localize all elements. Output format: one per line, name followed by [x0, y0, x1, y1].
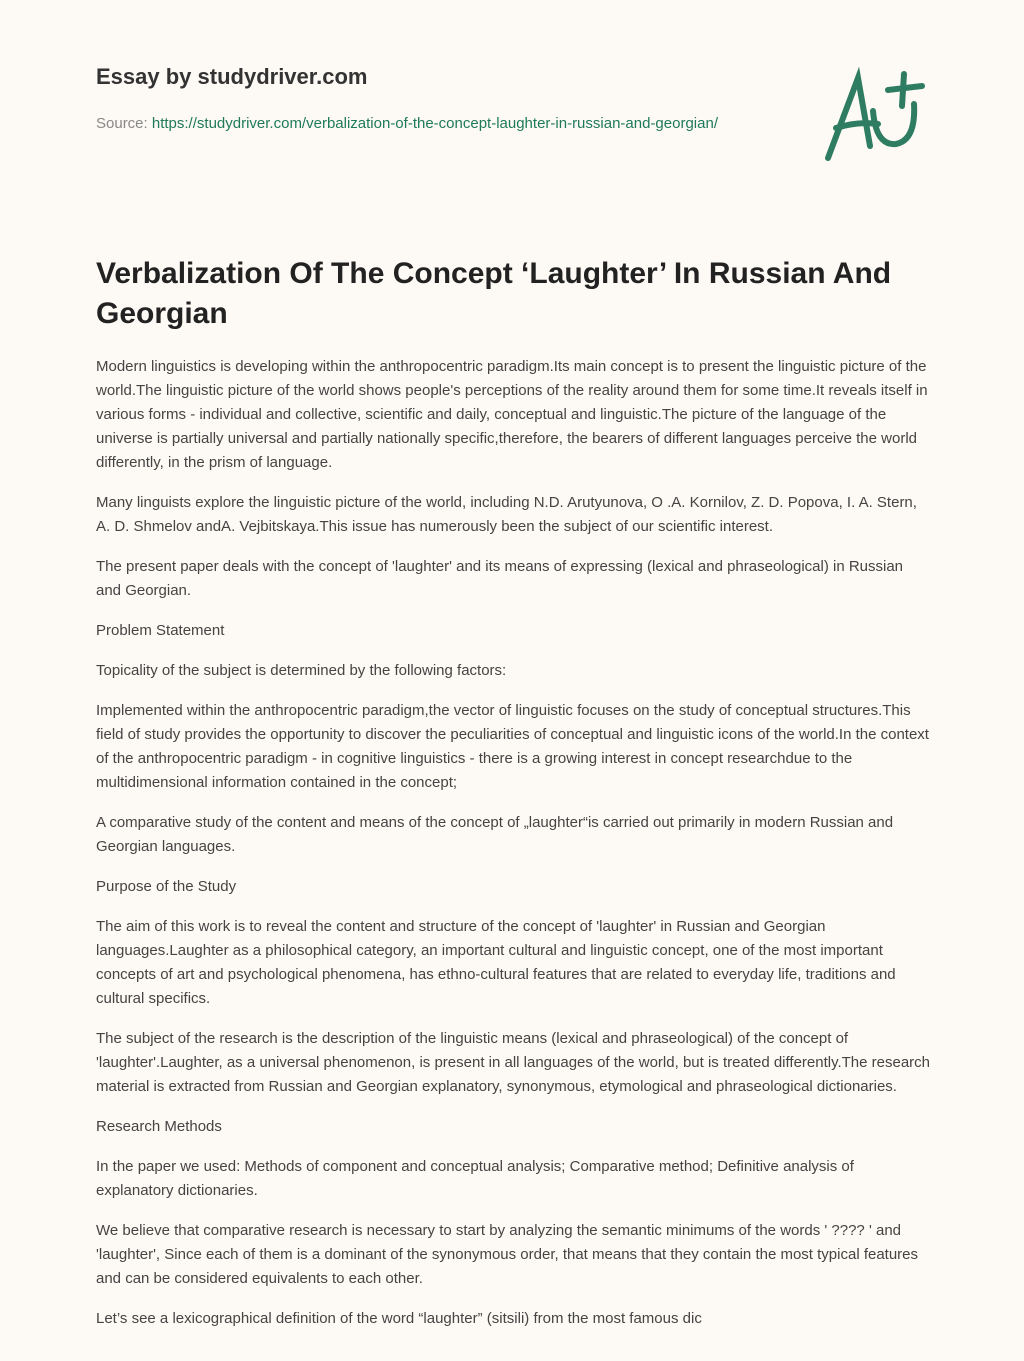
paragraph: Many linguists explore the linguistic picture of the world, including N.D. Arutyunova, O .A. Kornilov, Z. D. Popova, I. A. Stern, A. D. Shmelov andA. Vejbitskaya.This issue has numerously been the subject of our scientific interest. [96, 494, 917, 535]
paragraph: Let’s see a lexicographical definition of the word “laughter” (sitsili) from the most famous dic [96, 1310, 702, 1327]
page-title: Verbalization Of The Concept ‘Laughter’ In Russian And Georgian [96, 257, 892, 330]
source-label: Source: [96, 115, 148, 132]
section-heading: Problem Statement [96, 622, 225, 639]
section-heading: Purpose of the Study [96, 878, 237, 895]
paragraph: The present paper deals with the concept of 'laughter' and its means of expressing (lexical and phraseological) in Russian and Georgian. [96, 558, 904, 599]
paragraph: We believe that comparative research is necessary to start by analyzing the semantic minimums of the words ' ???? ' and 'laughter', Since each of them is a dominant of the synonymous order, that means that they contain the most typical features and can be considered equivalents to each other. [96, 1222, 919, 1287]
paragraph: The subject of the research is the description of the linguistic means (lexical and phraseological) of the concept of 'laughter'.Laughter, as a universal phenomenon, is present in all languages of the world, but is treated differently.The research material is extracted from Russian and Georgian explanatory, synonymous, etymological and phraseological dictionaries. [96, 1030, 931, 1095]
paragraph: A comparative study of the content and means of the concept of „laughter“is carried out primarily in modern Russian and Georgian languages. [96, 814, 894, 855]
essay-body [96, 355, 932, 1347]
source-line [96, 112, 756, 136]
paragraph: The aim of this work is to reveal the content and structure of the concept of 'laughter' in Russian and Georgian languages.Laughter as a philosophical category, an important cultural and linguistic concept, one of the most important concepts of art and psychological phenomena, has ethno-cultural features that are related to everyday life, traditions and cultural specifics. [96, 918, 896, 1007]
site-brand: Essay by studydriver.com [96, 64, 368, 89]
a-plus-logo [818, 66, 928, 166]
section-heading: Research Methods [96, 1118, 222, 1135]
paragraph: In the paper we used: Methods of component and conceptual analysis; Comparative method; Definitive analysis of explanatory dictionaries. [96, 1158, 854, 1199]
source-link[interactable]: https://studydriver.com/verbalization-of-the-concept-laughter-in-russian-and-georgian/ [151, 115, 718, 132]
paragraph: Topicality of the subject is determined by the following factors: [96, 662, 507, 679]
paragraph: Modern linguistics is developing within the anthropocentric paradigm.Its main concept is to present the linguistic picture of the world.The linguistic picture of the world shows people's perceptions of the reality around them for some time.It reveals itself in various forms - individual and collective, scientific and daily, conceptual and linguistic.The picture of the language of the universe is partially universal and partially nationally specific,therefore, the bearers of different languages perceive the world differently, in the prism of language. [96, 358, 928, 471]
paragraph: Implemented within the anthropocentric paradigm,the vector of linguistic focuses on the study of conceptual structures.This field of study provides the opportunity to discover the peculiarities of conceptual and linguistic icons of the world.In the context of the anthropocentric paradigm - in cognitive linguistics - there is a growing interest in concept researchdue to the multidimensional information contained in the concept; [96, 702, 929, 791]
